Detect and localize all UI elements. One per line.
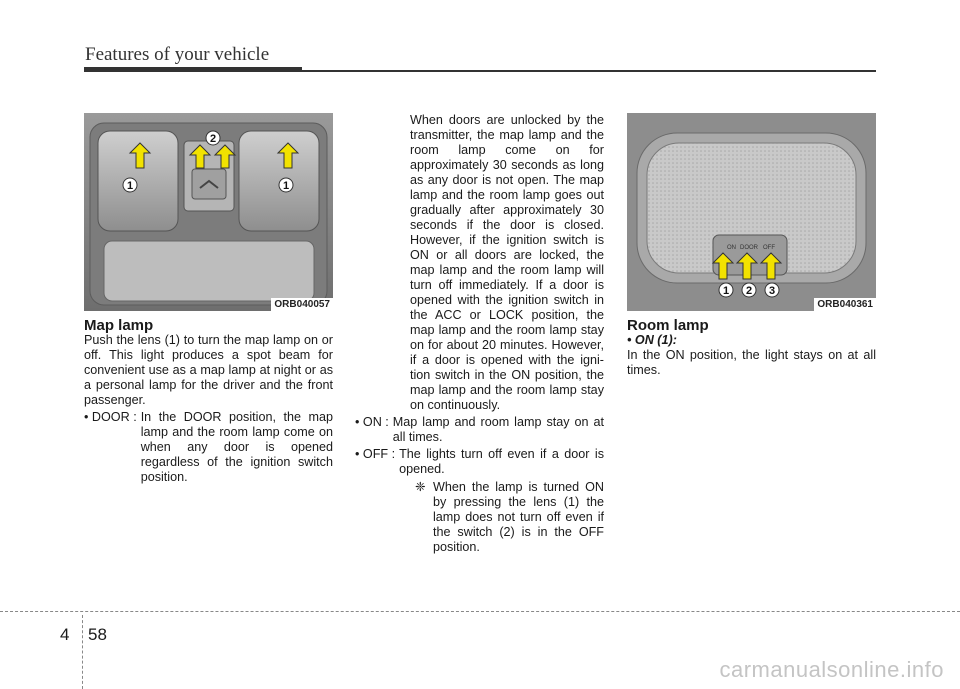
map-lamp-illustration bbox=[84, 113, 333, 311]
figure-code: ORB040361 bbox=[814, 298, 876, 311]
on-label: • ON : bbox=[355, 415, 389, 429]
callout-1-right: 1 bbox=[282, 180, 290, 192]
column-room-lamp bbox=[627, 318, 876, 378]
door-continued-text: When doors are unlocked by the transmitter, the map lamp and the room lamp come on for approximately 30 seconds as long as any door is not open. The map lamp and the room lamp goes out gradually after approximately 30 seconds if the door is closed. However, if the ignition switch is ON or all doors are locked, the map lamp and the room lamp will turn off immediately. If a door is opened with the ignition switch in the ACC or LOCK position, the map lamp and the room lamp stay on for about 20 minutes. However, if a door is opened with the igni-tion switch in the ON position, the map lamp and the room lamp stay on continuously. bbox=[410, 113, 604, 412]
off-description: The lights turn off even if a door is opened. bbox=[399, 447, 604, 476]
header-rule-thick bbox=[84, 67, 302, 72]
door-description: In the DOOR position, the map lamp and the room lamp come on when any door is opened regardless of the ignition switch position. bbox=[140, 410, 333, 484]
header-rule-thin bbox=[302, 70, 876, 72]
watermark: carmanualsonline.info bbox=[719, 657, 944, 682]
note-text: When the lamp is turned ON by pressing the lens (1) the lamp does not turn off even if the switch (2) is in the OFF position. bbox=[433, 480, 604, 554]
section-title-room-lamp: Room lamp bbox=[627, 317, 709, 334]
section-title-map-lamp: Map lamp bbox=[84, 317, 154, 334]
page-header-title: Features of your vehicle bbox=[85, 44, 270, 65]
switch-label-off: OFF bbox=[763, 245, 775, 251]
room-lamp-on-text: In the ON position, the light stays on at all times. bbox=[627, 348, 876, 377]
door-label: • DOOR : bbox=[84, 410, 137, 424]
room-lamp-figure bbox=[627, 113, 876, 311]
column-continued bbox=[355, 113, 604, 555]
off-label: • OFF : bbox=[355, 447, 396, 461]
on-description: Map lamp and room lamp stay on at all times. bbox=[392, 415, 604, 444]
door-bullet bbox=[84, 410, 333, 485]
footer-vertical-divider bbox=[82, 615, 84, 689]
page-number: 58 bbox=[88, 625, 107, 644]
figure-code: ORB040057 bbox=[271, 298, 333, 311]
off-bullet bbox=[355, 447, 604, 477]
footer-divider bbox=[0, 611, 960, 612]
callout-1-left: 1 bbox=[126, 180, 134, 192]
callout-1: 1 bbox=[722, 285, 730, 297]
callout-2: 2 bbox=[209, 133, 217, 145]
room-lamp-illustration bbox=[627, 113, 876, 311]
note bbox=[355, 480, 604, 555]
on-heading: • ON (1): bbox=[627, 333, 677, 347]
chapter-number: 4 bbox=[60, 625, 70, 644]
switch-label-on: ON bbox=[727, 245, 736, 251]
note-symbol-icon: ❈ bbox=[415, 480, 426, 494]
callout-3: 3 bbox=[768, 285, 776, 297]
switch-label-door: DOOR bbox=[740, 245, 758, 251]
callout-2: 2 bbox=[745, 285, 753, 297]
map-lamp-intro: Push the lens (1) to turn the map lamp on or off. This light produces a spot beam for convenient use as a map lamp at night or as a personal lamp for the driver and the front passenger. bbox=[84, 333, 333, 407]
map-lamp-figure bbox=[84, 113, 333, 311]
column-map-lamp bbox=[84, 318, 333, 485]
on-bullet bbox=[355, 415, 604, 445]
